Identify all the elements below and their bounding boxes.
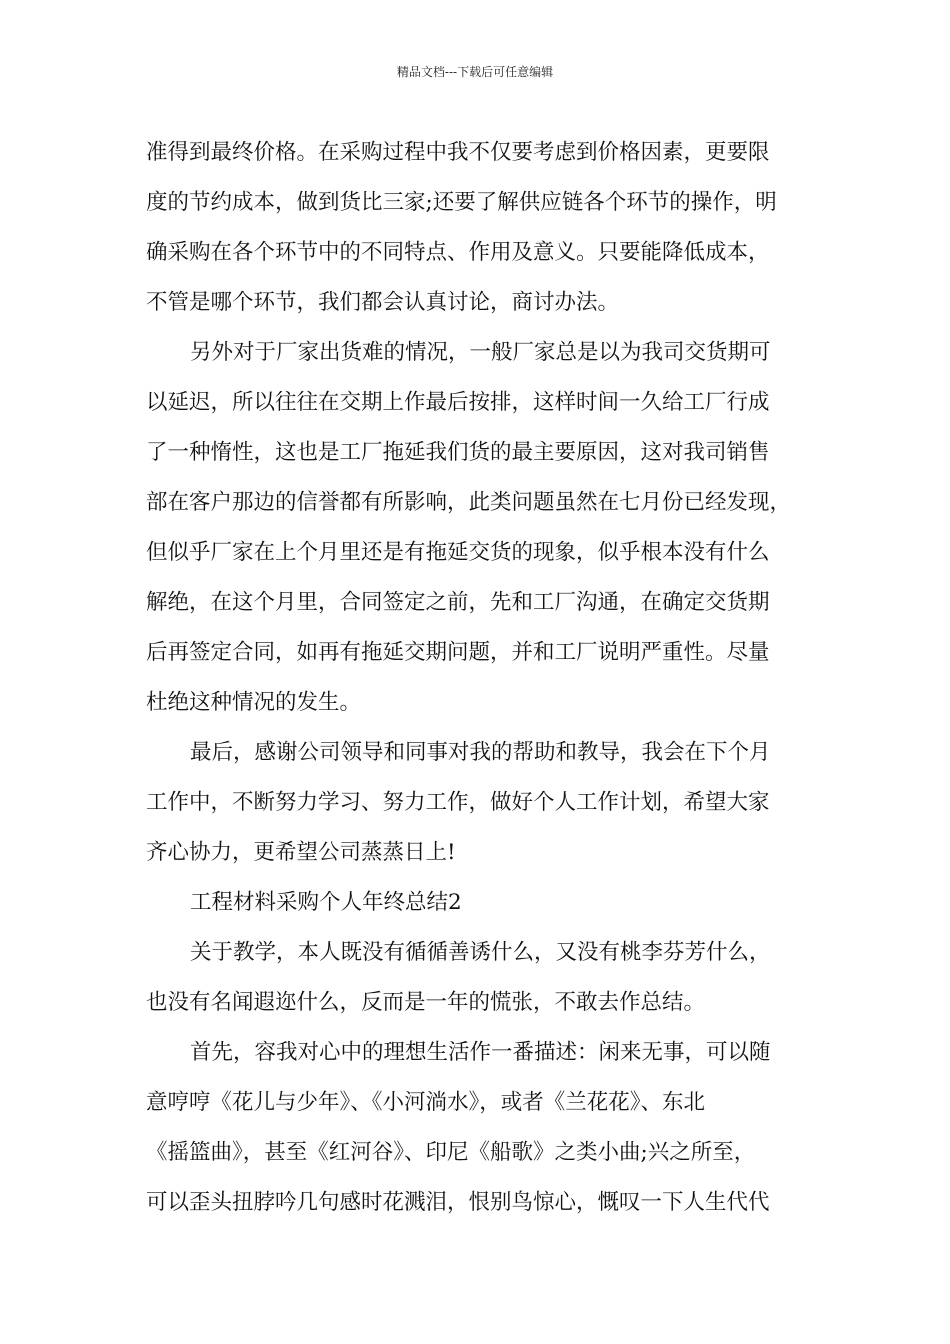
text-line: 另外对于厂家出货难的情况，一般厂家总是以为我司交货期可: [190, 340, 771, 365]
text-line: 但似乎厂家在上个月里还是有拖延交货的现象，似乎根本没有什么: [146, 540, 770, 565]
text-line: 最后，感谢公司领导和同事对我的帮助和教导，我会在下个月: [190, 740, 771, 765]
text-line: 关于教学，本人既没有循循善诱什么，又没有桃李芬芳什么，: [190, 940, 771, 965]
text-line: 后再签定合同，如再有拖延交期问题，并和工厂说明严重性。尽量: [146, 640, 770, 665]
text-line: 《摇篮曲》，甚至《红河谷》、印尼《船歌》之类小曲;兴之所至，: [146, 1140, 756, 1165]
text-line: 度的节约成本，做到货比三家;还要了解供应链各个环节的操作，明: [146, 190, 777, 215]
text-line: 准得到最终价格。在采购过程中我不仅要考虑到价格因素，更要限: [146, 140, 770, 165]
text-line: 以延迟，所以往往在交期上作最后按排，这样时间一久给工厂行成: [146, 390, 770, 415]
document-body: [146, 128, 836, 1228]
section-heading: 工程材料采购个人年终总结2: [190, 890, 462, 915]
text-line: 不管是哪个环节，我们都会认真讨论，商讨办法。: [146, 290, 620, 315]
text-line: 解绝，在这个月里，合同签定之前，先和工厂沟通，在确定交货期: [146, 590, 770, 615]
text-line: 了一种惰性，这也是工厂拖延我们货的最主要原因，这对我司销售: [146, 440, 770, 465]
text-line: 首先，容我对心中的理想生活作一番描述：闲来无事，可以随: [190, 1040, 771, 1065]
text-line: 齐心协力，更希望公司蒸蒸日上!: [146, 840, 456, 865]
page-header: 精品文档---下载后可任意编辑: [396, 65, 554, 79]
text-line: 杜绝这种情况的发生。: [146, 690, 362, 715]
text-line: 可以歪头扭脖吟几句感时花溅泪，恨别鸟惊心，慨叹一下人生代代: [146, 1190, 770, 1215]
text-line: 部在客户那边的信誉都有所影响，此类问题虽然在七月份已经发现，: [146, 490, 792, 515]
text-line: 也没有名闻遐迩什么，反而是一年的慌张，不敢去作总结。: [146, 990, 706, 1015]
text-line: 确采购在各个环节中的不同特点、作用及意义。只要能降低成本，: [146, 240, 770, 265]
text-line: 意哼哼《花儿与少年》、《小河淌水》，或者《兰花花》、东北: [146, 1090, 706, 1115]
text-line: 工作中，不断努力学习、努力工作，做好个人工作计划，希望大家: [146, 790, 770, 815]
